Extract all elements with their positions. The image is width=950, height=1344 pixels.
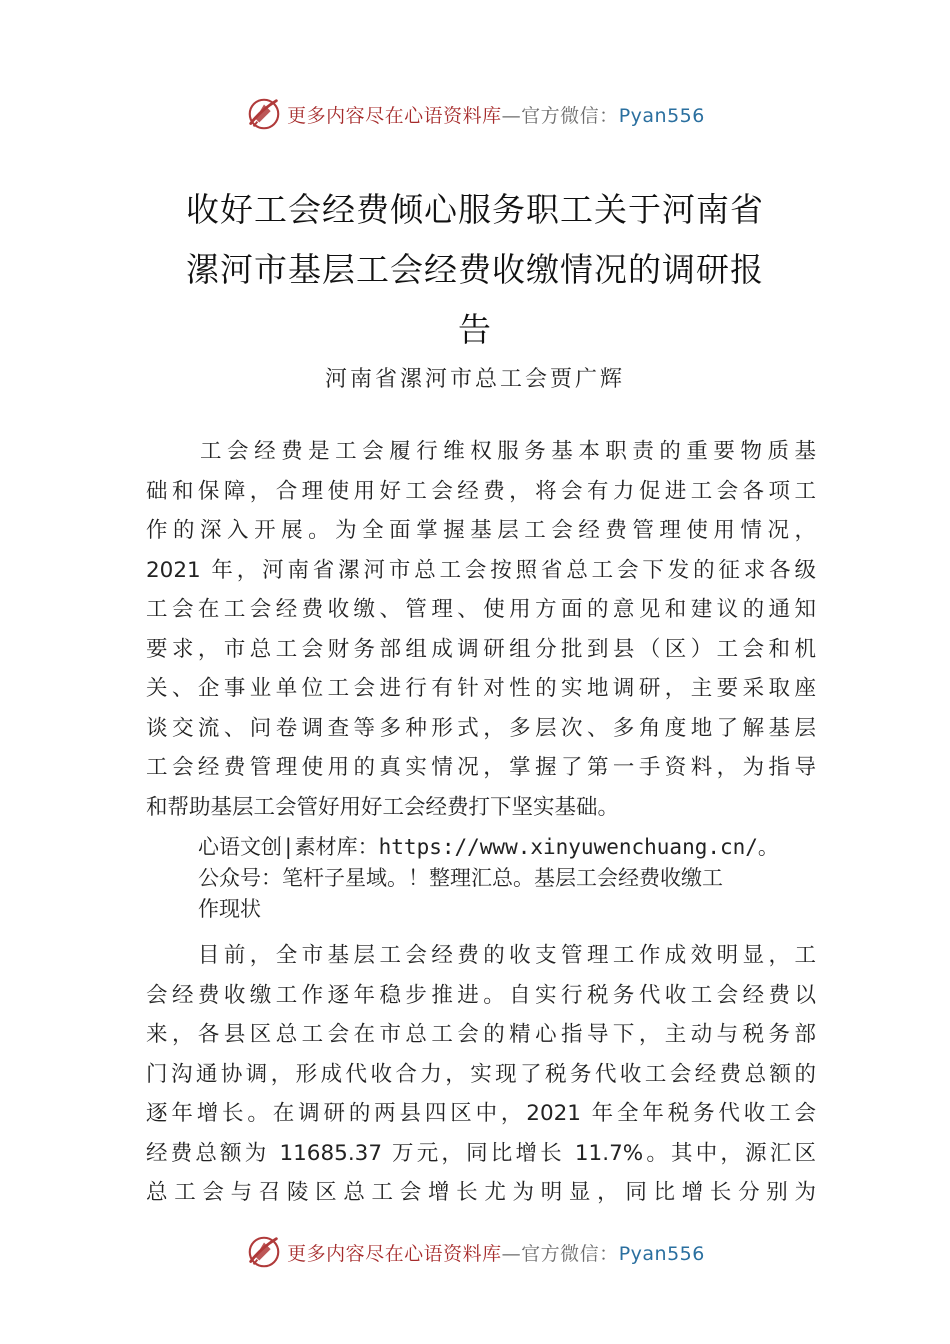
paragraph-line: 工会经费管理使用的真实情况，掌握了第一手资料，为指导 — [146, 755, 816, 780]
paragraph-line: 关、企事业单位工会进行有针对性的实地调研，主要采取座 — [146, 676, 816, 701]
body-paragraph-2 — [146, 936, 816, 1213]
banner-wechat-id: Pyan556 — [618, 104, 705, 127]
pen-circle-logo-icon — [245, 95, 283, 133]
paragraph-line: 2021 年，河南省漯河市总工会按照省总工会下发的征求各级 — [146, 557, 816, 583]
paragraph-line: 工会在工会经费收缴、管理、使用方面的意见和建议的通知 — [146, 597, 816, 622]
paragraph-line: 工会经费是工会履行维权服务基本职责的重要物质基 — [146, 439, 816, 464]
paragraph-line: 要求，市总工会财务部组成调研组分批到县（区）工会和机 — [146, 636, 816, 662]
paragraph-line: 作的深入开展。为全面掌握基层工会经费管理使用情况， — [146, 518, 816, 543]
paragraph-line: 经费总额为 11685.37 万元，同比增长 11.7%。其中，源汇区 — [146, 1140, 816, 1166]
banner-site-name: 更多内容尽在心语资料库 — [287, 1242, 502, 1265]
banner-text — [287, 1239, 705, 1266]
paragraph-line: 和帮助基层工会管好用好工会经费打下坚实基础。 — [146, 794, 620, 820]
title-line: 收好工会经费倾心服务职工关于河南省 — [186, 190, 764, 229]
paragraph-line: 总工会与召陵区总工会增长尤为明显，同比增长分别为 — [146, 1180, 816, 1205]
note-line: 公众号：笔杆子星域。！整理汇总。基层工会经费收缴工 — [198, 866, 723, 890]
pen-circle-logo-icon — [245, 1233, 283, 1271]
paragraph-line: 目前，全市基层工会经费的收支管理工作成效明显，工 — [146, 943, 816, 968]
paragraph-line: 础和保障，合理使用好工会经费，将会有力促进工会各项工 — [146, 478, 816, 504]
note-line: 心语文创|素材库：https://www.xinyuwenchuang.cn/。 — [198, 835, 779, 859]
title-line: 告 — [458, 310, 492, 349]
header-banner — [0, 92, 950, 136]
paragraph-line: 门沟通协调，形成代收合力，实现了税务代收工会经费总额的 — [146, 1061, 816, 1087]
banner-text — [287, 101, 705, 128]
document-author: 河南省漯河市总工会贾广辉 — [324, 367, 625, 392]
banner-wechat-id: Pyan556 — [618, 1242, 705, 1265]
paragraph-line: 谈交流、问卷调查等多种形式，多层次、多角度地了解基层 — [146, 715, 816, 741]
paragraph-line: 来，各县区总工会在市总工会的精心指导下，主动与税务部 — [146, 1022, 816, 1047]
banner-wechat-label: —官方微信： — [501, 104, 619, 127]
source-note — [198, 832, 848, 925]
paragraph-line: 逐年增长。在调研的两县四区中，2021 年全年税务代收工会 — [146, 1101, 816, 1126]
banner-wechat-label: —官方微信： — [501, 1242, 619, 1265]
banner-site-name: 更多内容尽在心语资料库 — [287, 104, 502, 127]
note-line: 作现状 — [198, 897, 261, 921]
footer-banner — [0, 1230, 950, 1274]
title-line: 漯河市基层工会经费收缴情况的调研报 — [186, 250, 764, 289]
paragraph-line: 会经费收缴工作逐年稳步推进。自实行税务代收工会经费以 — [146, 982, 816, 1008]
document-title — [120, 180, 830, 360]
body-paragraph-1 — [146, 432, 816, 827]
